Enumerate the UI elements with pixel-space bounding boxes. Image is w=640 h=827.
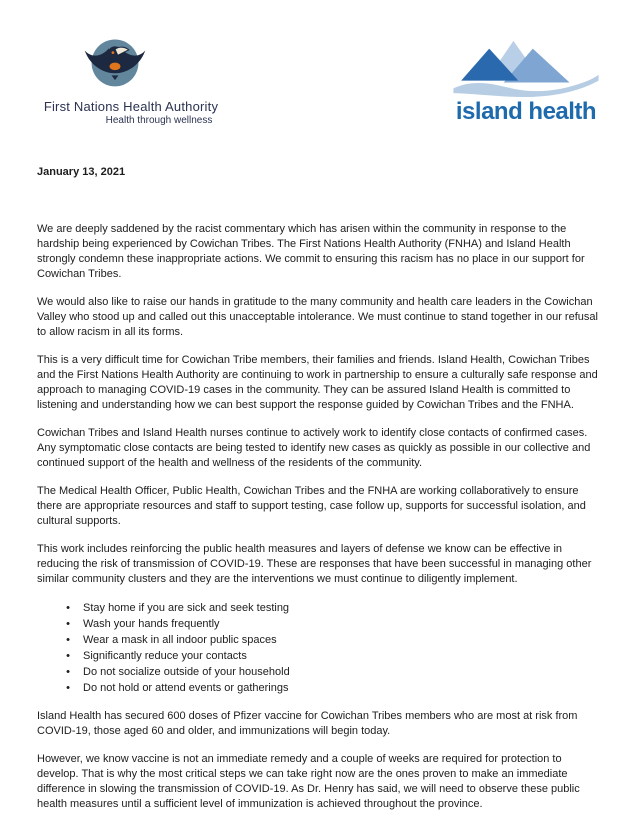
list-item: • Stay home if you are sick and seek testing: [37, 600, 603, 616]
bullet-icon: [61, 680, 75, 696]
bullet-icon: [61, 648, 75, 664]
bullet-icon: [61, 600, 75, 616]
island-health-wordmark: island health: [455, 98, 597, 125]
paragraph: This work includes reinforcing the public health measures and layers of defense we know can be effective in reducing the risk of transmission of COVID-19. These are responses that have been successful in managing other similar community clusters and they are the interventions we must continue to diligently implement.: [37, 543, 592, 585]
paragraph: Cowichan Tribes and Island Health nurses continue to actively work to identify close contacts of confirmed cases. Any symptomatic close contacts are being tested to identify new cases as quickly as possible in our collective and continued support of the health and wellness of the residents of the community.: [37, 427, 591, 469]
list-item: • Do not socialize outside of your household: [37, 664, 603, 680]
paragraph: This is a very difficult time for Cowichan Tribe members, their families and friends. Island Health, Cowichan Tribes and the First Nations Health Authority are continuing to work in partnership to ensure a culturally safe response and approach to managing COVID-19 cases in the community. They can be assured Island Health is committed to listening and understanding how we can best support the response guided by Cowichan Tribes and the FNHA.: [37, 354, 598, 411]
paragraph: We are deeply saddened by the racist commentary which has arisen within the community in response to the hardship being experienced by Cowichan Tribes. The First Nations Health Authority (FNHA) and Island Health strongly condemn these inappropriate actions. We commit to ensuring this racism has no place in our support for Cowichan Tribes.: [37, 223, 585, 280]
paragraph: However, we know vaccine is not an immediate remedy and a couple of weeks are required for protection to develop. That is why the most critical steps we can take right now are the ones proven to make an immediate difference in slowing the transmission of COVID-19. As Dr. Henry has said, we will need to observe these public health measures until a sufficient level of immunization is achieved throughout the province.: [37, 753, 580, 810]
bullet-icon: [61, 664, 75, 680]
public-health-measures-list: [37, 600, 603, 696]
letter-body: [0, 166, 640, 812]
mountains-wave-icon: [451, 38, 601, 98]
bullet-icon: [61, 616, 75, 632]
letterhead: [0, 0, 640, 134]
paragraph: Island Health has secured 600 doses of Pfizer vaccine for Cowichan Tribes members who are most at risk from COVID-19, those aged 60 and older, and immunizations will begin today.: [37, 710, 578, 737]
thunderbird-circle-icon: [60, 34, 170, 96]
list-item: • Significantly reduce your contacts: [37, 648, 603, 664]
fnha-tagline: Health through wellness: [105, 115, 213, 126]
list-item: • Wash your hands frequently: [37, 616, 603, 632]
fnha-logo: [36, 34, 256, 126]
fnha-org-name: First Nations Health Authority: [43, 99, 219, 114]
island-health-logo: [450, 38, 602, 124]
paragraph: We would also like to raise our hands in gratitude to the many community and health care leaders in the Cowichan Valley who stood up and called out this unacceptable intolerance. We must continue to stand together in our refusal to allow racism in all its forms.: [37, 296, 598, 338]
list-item: • Do not hold or attend events or gatherings: [37, 680, 603, 696]
paragraph: The Medical Health Officer, Public Health, Cowichan Tribes and the FNHA are working collaboratively to ensure there are appropriate resources and staff to support testing, case follow up, supports for successful isolation, and cultural supports.: [37, 485, 586, 527]
letter-date: January 13, 2021: [37, 166, 126, 178]
list-item: • Wear a mask in all indoor public spaces: [37, 632, 603, 648]
bullet-icon: [61, 632, 75, 648]
